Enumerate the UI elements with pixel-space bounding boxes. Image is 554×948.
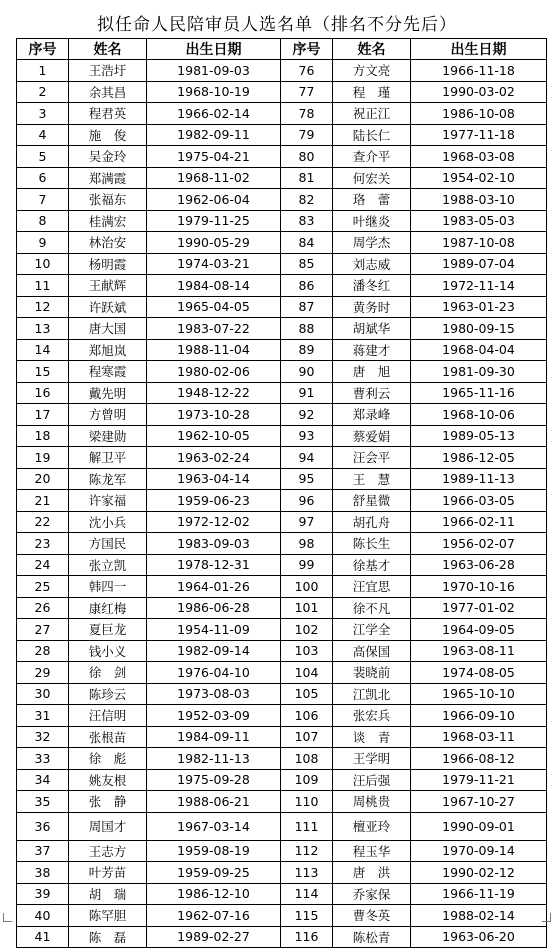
number-cell: 100 (281, 576, 333, 598)
number-cell: 26 (17, 597, 69, 619)
name-cell: 舒星微 (333, 490, 411, 512)
birthdate-cell: 1986-06-28 (147, 597, 281, 619)
number-cell: 78 (281, 103, 333, 125)
name-cell: 解卫平 (69, 447, 147, 469)
number-cell: 7 (17, 189, 69, 211)
table-row (17, 748, 547, 770)
number-cell: 17 (17, 404, 69, 426)
birthdate-cell: 1989-05-13 (411, 425, 547, 447)
birthdate-cell: 1966-11-19 (411, 883, 547, 905)
number-cell: 23 (17, 533, 69, 555)
name-cell: 蔡爱娟 (333, 425, 411, 447)
name-cell: 汪宜思 (333, 576, 411, 598)
number-cell: 93 (281, 425, 333, 447)
name-cell: 王学明 (333, 748, 411, 770)
birthdate-cell: 1975-09-28 (147, 769, 281, 791)
birthdate-cell: 1954-11-09 (147, 619, 281, 641)
name-cell: 周学杰 (333, 232, 411, 254)
name-cell: 周国才 (69, 812, 147, 840)
name-cell: 胡 瑞 (69, 883, 147, 905)
header-name-right: 姓名 (333, 39, 411, 60)
name-cell: 桂满宏 (69, 210, 147, 232)
number-cell: 3 (17, 103, 69, 125)
name-cell: 裴晓前 (333, 662, 411, 684)
name-cell: 许家福 (69, 490, 147, 512)
birthdate-cell: 1987-10-08 (411, 232, 547, 254)
header-name-left: 姓名 (69, 39, 147, 60)
number-cell: 39 (17, 883, 69, 905)
name-cell: 夏巨龙 (69, 619, 147, 641)
table-row (17, 60, 547, 82)
birthdate-cell: 1966-02-11 (411, 511, 547, 533)
number-cell: 18 (17, 425, 69, 447)
birthdate-cell: 1976-04-10 (147, 662, 281, 684)
number-cell: 31 (17, 705, 69, 727)
table-row (17, 124, 547, 146)
number-cell: 85 (281, 253, 333, 275)
number-cell: 102 (281, 619, 333, 641)
name-cell: 陈 磊 (69, 926, 147, 948)
table-row (17, 361, 547, 383)
birthdate-cell: 1962-10-05 (147, 425, 281, 447)
name-cell: 徐 剑 (69, 662, 147, 684)
birthdate-cell: 1980-02-06 (147, 361, 281, 383)
document-title: 拟任命人民陪审员人选名单（排名不分先后） (97, 15, 457, 35)
number-cell: 36 (17, 812, 69, 840)
number-cell: 27 (17, 619, 69, 641)
birthdate-cell: 1972-11-14 (411, 275, 547, 297)
birthdate-cell: 1966-11-18 (411, 60, 547, 82)
table-row (17, 769, 547, 791)
name-cell: 戴先明 (69, 382, 147, 404)
birthdate-cell: 1963-08-11 (411, 640, 547, 662)
name-cell: 江凯北 (333, 683, 411, 705)
number-cell: 4 (17, 124, 69, 146)
name-cell: 姚友根 (69, 769, 147, 791)
number-cell: 28 (17, 640, 69, 662)
table-row (17, 146, 547, 168)
name-cell: 王 慧 (333, 468, 411, 490)
header-birth-right: 出生日期 (411, 39, 547, 60)
table-row (17, 103, 547, 125)
name-cell: 徐基才 (333, 554, 411, 576)
number-cell: 92 (281, 404, 333, 426)
number-cell: 38 (17, 862, 69, 884)
name-cell: 潘冬红 (333, 275, 411, 297)
name-cell: 程 瑾 (333, 81, 411, 103)
name-cell: 郑旭岚 (69, 339, 147, 361)
name-cell: 陆长仁 (333, 124, 411, 146)
number-cell: 98 (281, 533, 333, 555)
number-cell: 77 (281, 81, 333, 103)
name-cell: 何宏关 (333, 167, 411, 189)
birthdate-cell: 1986-12-10 (147, 883, 281, 905)
name-cell: 江学全 (333, 619, 411, 641)
birthdate-cell: 1959-08-19 (147, 840, 281, 862)
birthdate-cell: 1968-04-04 (411, 339, 547, 361)
name-cell: 张福东 (69, 189, 147, 211)
table-header-row (17, 39, 547, 60)
table-row (17, 554, 547, 576)
name-cell: 王志方 (69, 840, 147, 862)
number-cell: 116 (281, 926, 333, 948)
number-cell: 40 (17, 905, 69, 927)
birthdate-cell: 1967-10-27 (411, 791, 547, 813)
birthdate-cell: 1988-03-10 (411, 189, 547, 211)
number-cell: 104 (281, 662, 333, 684)
number-cell: 10 (17, 253, 69, 275)
name-cell: 汪后强 (333, 769, 411, 791)
name-cell: 韩四一 (69, 576, 147, 598)
birthdate-cell: 1989-11-13 (411, 468, 547, 490)
birthdate-cell: 1977-11-18 (411, 124, 547, 146)
birthdate-cell: 1968-03-08 (411, 146, 547, 168)
table-row (17, 662, 547, 684)
name-cell: 郑满霞 (69, 167, 147, 189)
number-cell: 32 (17, 726, 69, 748)
birthdate-cell: 1963-02-24 (147, 447, 281, 469)
number-cell: 105 (281, 683, 333, 705)
name-cell: 唐大国 (69, 318, 147, 340)
number-cell: 83 (281, 210, 333, 232)
header-number-left: 序号 (17, 39, 69, 60)
number-cell: 14 (17, 339, 69, 361)
birthdate-cell: 1979-11-21 (411, 769, 547, 791)
number-cell: 33 (17, 748, 69, 770)
number-cell: 35 (17, 791, 69, 813)
birthdate-cell: 1974-08-05 (411, 662, 547, 684)
name-cell: 汪会平 (333, 447, 411, 469)
name-cell: 方国民 (69, 533, 147, 555)
name-cell: 黄务时 (333, 296, 411, 318)
birthdate-cell: 1982-09-14 (147, 640, 281, 662)
number-cell: 106 (281, 705, 333, 727)
crop-mark-right (542, 913, 551, 922)
name-cell: 余其昌 (69, 81, 147, 103)
table-row (17, 791, 547, 813)
name-cell: 唐 旭 (333, 361, 411, 383)
table-row (17, 926, 547, 948)
table-row (17, 468, 547, 490)
number-cell: 25 (17, 576, 69, 598)
birthdate-cell: 1982-11-13 (147, 748, 281, 770)
birthdate-cell: 1968-10-19 (147, 81, 281, 103)
table-row (17, 705, 547, 727)
table-row (17, 490, 547, 512)
crop-mark-left (3, 913, 12, 922)
name-cell: 珞 蕾 (333, 189, 411, 211)
birthdate-cell: 1988-11-04 (147, 339, 281, 361)
table-body (17, 60, 547, 948)
header-number-right: 序号 (281, 39, 333, 60)
number-cell: 5 (17, 146, 69, 168)
birthdate-cell: 1965-11-16 (411, 382, 547, 404)
name-cell: 康红梅 (69, 597, 147, 619)
birthdate-cell: 1973-10-28 (147, 404, 281, 426)
name-cell: 乔家保 (333, 883, 411, 905)
name-cell: 汪信明 (69, 705, 147, 727)
number-cell: 79 (281, 124, 333, 146)
name-cell: 方文亮 (333, 60, 411, 82)
name-cell: 程寒霞 (69, 361, 147, 383)
name-cell: 钱小义 (69, 640, 147, 662)
table-row (17, 425, 547, 447)
number-cell: 6 (17, 167, 69, 189)
number-cell: 16 (17, 382, 69, 404)
name-cell: 张宏兵 (333, 705, 411, 727)
birthdate-cell: 1962-06-04 (147, 189, 281, 211)
number-cell: 107 (281, 726, 333, 748)
birthdate-cell: 1959-06-23 (147, 490, 281, 512)
number-cell: 13 (17, 318, 69, 340)
table-row (17, 840, 547, 862)
number-cell: 103 (281, 640, 333, 662)
birthdate-cell: 1989-02-27 (147, 926, 281, 948)
number-cell: 111 (281, 812, 333, 840)
number-cell: 30 (17, 683, 69, 705)
number-cell: 11 (17, 275, 69, 297)
name-cell: 陈长生 (333, 533, 411, 555)
birthdate-cell: 1986-12-05 (411, 447, 547, 469)
table-row (17, 533, 547, 555)
birthdate-cell: 1972-12-02 (147, 511, 281, 533)
number-cell: 21 (17, 490, 69, 512)
birthdate-cell: 1970-10-16 (411, 576, 547, 598)
birthdate-cell: 1974-03-21 (147, 253, 281, 275)
table-row (17, 296, 547, 318)
number-cell: 108 (281, 748, 333, 770)
number-cell: 41 (17, 926, 69, 948)
birthdate-cell: 1986-10-08 (411, 103, 547, 125)
number-cell: 24 (17, 554, 69, 576)
birthdate-cell: 1980-09-15 (411, 318, 547, 340)
birthdate-cell: 1966-09-10 (411, 705, 547, 727)
number-cell: 19 (17, 447, 69, 469)
name-cell: 胡孔舟 (333, 511, 411, 533)
name-cell: 程玉华 (333, 840, 411, 862)
number-cell: 86 (281, 275, 333, 297)
number-cell: 110 (281, 791, 333, 813)
birthdate-cell: 1964-01-26 (147, 576, 281, 598)
birthdate-cell: 1963-01-23 (411, 296, 547, 318)
birthdate-cell: 1990-02-12 (411, 862, 547, 884)
name-cell: 程君英 (69, 103, 147, 125)
table-row (17, 275, 547, 297)
number-cell: 96 (281, 490, 333, 512)
name-cell: 张 静 (69, 791, 147, 813)
number-cell: 114 (281, 883, 333, 905)
number-cell: 8 (17, 210, 69, 232)
name-cell: 蒋建才 (333, 339, 411, 361)
name-cell: 陈罕胆 (69, 905, 147, 927)
number-cell: 9 (17, 232, 69, 254)
birthdate-cell: 1964-09-05 (411, 619, 547, 641)
table-row (17, 81, 547, 103)
birthdate-cell: 1975-04-21 (147, 146, 281, 168)
number-cell: 2 (17, 81, 69, 103)
table-row (17, 812, 547, 840)
birthdate-cell: 1965-10-10 (411, 683, 547, 705)
name-cell: 张根苗 (69, 726, 147, 748)
number-cell: 37 (17, 840, 69, 862)
birthdate-cell: 1984-08-14 (147, 275, 281, 297)
name-cell: 曹冬英 (333, 905, 411, 927)
birthdate-cell: 1984-09-11 (147, 726, 281, 748)
birthdate-cell: 1983-05-03 (411, 210, 547, 232)
table-row (17, 640, 547, 662)
birthdate-cell: 1989-07-04 (411, 253, 547, 275)
name-cell: 梁建勋 (69, 425, 147, 447)
birthdate-cell: 1963-04-14 (147, 468, 281, 490)
juror-candidate-table (16, 38, 547, 948)
birthdate-cell: 1981-09-03 (147, 60, 281, 82)
table-row (17, 576, 547, 598)
name-cell: 沈小兵 (69, 511, 147, 533)
name-cell: 施 俊 (69, 124, 147, 146)
number-cell: 91 (281, 382, 333, 404)
table-row (17, 511, 547, 533)
number-cell: 29 (17, 662, 69, 684)
table-row (17, 726, 547, 748)
header-birth-left: 出生日期 (147, 39, 281, 60)
birthdate-cell: 1962-07-16 (147, 905, 281, 927)
birthdate-cell: 1983-07-22 (147, 318, 281, 340)
number-cell: 15 (17, 361, 69, 383)
birthdate-cell: 1977-01-02 (411, 597, 547, 619)
birthdate-cell: 1968-10-06 (411, 404, 547, 426)
birthdate-cell: 1966-03-05 (411, 490, 547, 512)
number-cell: 1 (17, 60, 69, 82)
number-cell: 82 (281, 189, 333, 211)
name-cell: 周桃贵 (333, 791, 411, 813)
name-cell: 郑录峰 (333, 404, 411, 426)
name-cell: 曹利云 (333, 382, 411, 404)
table-row (17, 253, 547, 275)
birthdate-cell: 1983-09-03 (147, 533, 281, 555)
birthdate-cell: 1968-11-02 (147, 167, 281, 189)
number-cell: 80 (281, 146, 333, 168)
name-cell: 陈龙军 (69, 468, 147, 490)
birthdate-cell: 1970-09-14 (411, 840, 547, 862)
birthdate-cell: 1990-03-02 (411, 81, 547, 103)
number-cell: 101 (281, 597, 333, 619)
table-row (17, 318, 547, 340)
number-cell: 88 (281, 318, 333, 340)
name-cell: 陈珍云 (69, 683, 147, 705)
birthdate-cell: 1963-06-28 (411, 554, 547, 576)
name-cell: 陈松青 (333, 926, 411, 948)
number-cell: 95 (281, 468, 333, 490)
birthdate-cell: 1956-02-07 (411, 533, 547, 555)
table-row (17, 683, 547, 705)
number-cell: 81 (281, 167, 333, 189)
number-cell: 12 (17, 296, 69, 318)
birthdate-cell: 1968-03-11 (411, 726, 547, 748)
name-cell: 胡斌华 (333, 318, 411, 340)
name-cell: 杨明霞 (69, 253, 147, 275)
name-cell: 高保国 (333, 640, 411, 662)
number-cell: 109 (281, 769, 333, 791)
name-cell: 徐不凡 (333, 597, 411, 619)
birthdate-cell: 1982-09-11 (147, 124, 281, 146)
birthdate-cell: 1966-02-14 (147, 103, 281, 125)
birthdate-cell: 1963-06-20 (411, 926, 547, 948)
birthdate-cell: 1954-02-10 (411, 167, 547, 189)
name-cell: 谈 青 (333, 726, 411, 748)
birthdate-cell: 1990-05-29 (147, 232, 281, 254)
table-row (17, 339, 547, 361)
birthdate-cell: 1981-09-30 (411, 361, 547, 383)
name-cell: 王浩圩 (69, 60, 147, 82)
number-cell: 20 (17, 468, 69, 490)
birthdate-cell: 1959-09-25 (147, 862, 281, 884)
number-cell: 99 (281, 554, 333, 576)
table-row (17, 404, 547, 426)
birthdate-cell: 1965-04-05 (147, 296, 281, 318)
name-cell: 刘志威 (333, 253, 411, 275)
name-cell: 吴金玲 (69, 146, 147, 168)
table-row (17, 905, 547, 927)
name-cell: 叶芳苗 (69, 862, 147, 884)
number-cell: 84 (281, 232, 333, 254)
name-cell: 唐 洪 (333, 862, 411, 884)
number-cell: 89 (281, 339, 333, 361)
table-row (17, 447, 547, 469)
number-cell: 112 (281, 840, 333, 862)
number-cell: 94 (281, 447, 333, 469)
table-row (17, 619, 547, 641)
birthdate-cell: 1990-09-01 (411, 812, 547, 840)
birthdate-cell: 1973-08-03 (147, 683, 281, 705)
number-cell: 76 (281, 60, 333, 82)
table-row (17, 862, 547, 884)
number-cell: 113 (281, 862, 333, 884)
birthdate-cell: 1988-06-21 (147, 791, 281, 813)
table-row (17, 189, 547, 211)
number-cell: 34 (17, 769, 69, 791)
number-cell: 87 (281, 296, 333, 318)
name-cell: 许跃斌 (69, 296, 147, 318)
birthdate-cell: 1952-03-09 (147, 705, 281, 727)
table-row (17, 597, 547, 619)
table-row (17, 883, 547, 905)
name-cell: 林治安 (69, 232, 147, 254)
birthdate-cell: 1988-02-14 (411, 905, 547, 927)
number-cell: 115 (281, 905, 333, 927)
birthdate-cell: 1978-12-31 (147, 554, 281, 576)
number-cell: 90 (281, 361, 333, 383)
birthdate-cell: 1979-11-25 (147, 210, 281, 232)
name-cell: 王献辉 (69, 275, 147, 297)
birthdate-cell: 1966-08-12 (411, 748, 547, 770)
name-cell: 叶继炎 (333, 210, 411, 232)
number-cell: 22 (17, 511, 69, 533)
table-row (17, 210, 547, 232)
name-cell: 祝正江 (333, 103, 411, 125)
table-row (17, 232, 547, 254)
birthdate-cell: 1948-12-22 (147, 382, 281, 404)
table-row (17, 167, 547, 189)
name-cell: 查介平 (333, 146, 411, 168)
name-cell: 徐 彪 (69, 748, 147, 770)
number-cell: 97 (281, 511, 333, 533)
name-cell: 张立凯 (69, 554, 147, 576)
name-cell: 檀亚玲 (333, 812, 411, 840)
name-cell: 方曾明 (69, 404, 147, 426)
birthdate-cell: 1967-03-14 (147, 812, 281, 840)
table-row (17, 382, 547, 404)
